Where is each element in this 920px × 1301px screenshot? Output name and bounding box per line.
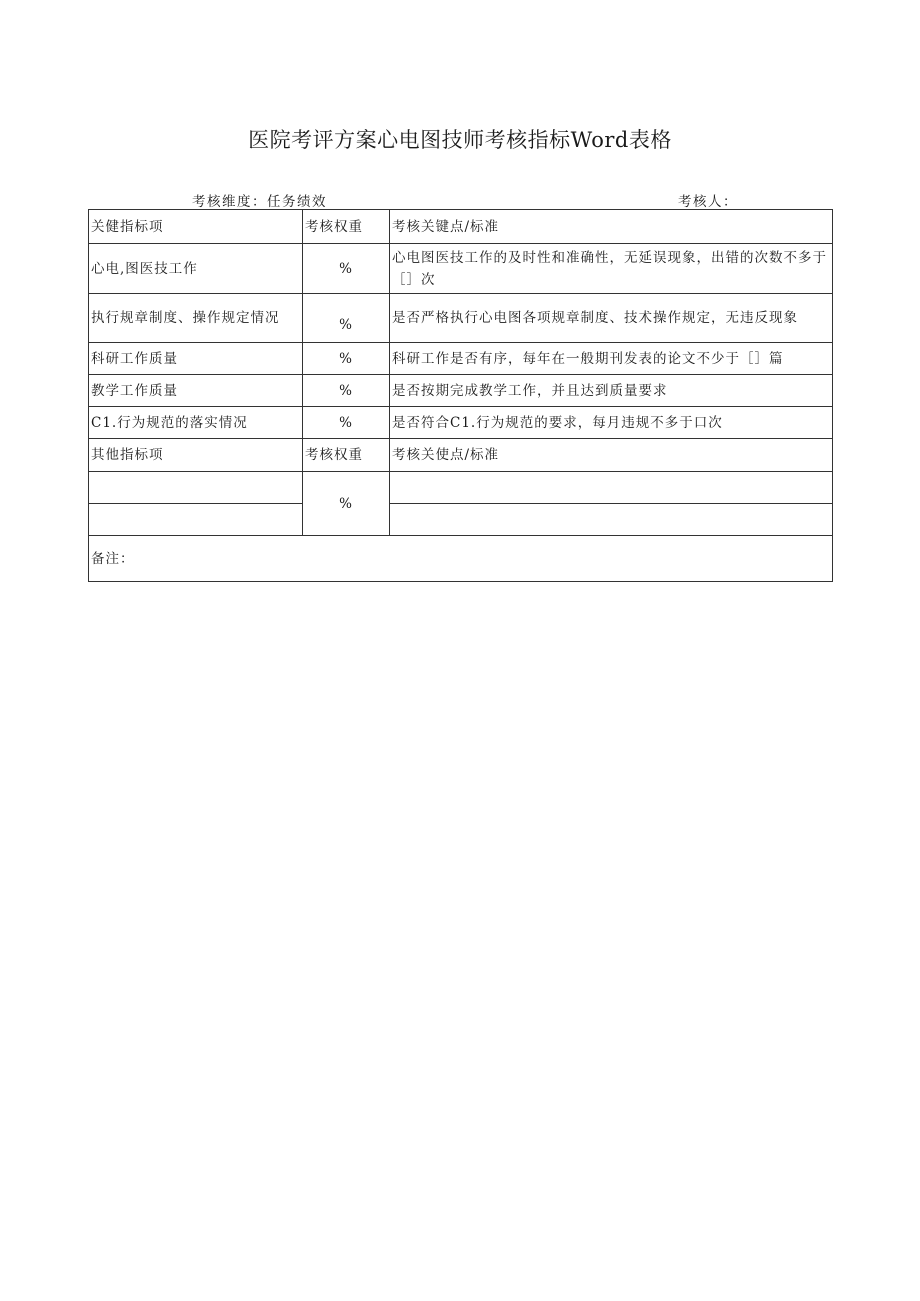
row-standard: 是否严格执行心电图各项规章制度、技术操作规定，无违反现象 xyxy=(390,294,833,343)
header-standard: 考核关键点/标准 xyxy=(390,210,833,244)
header-other-standard: 考核关使点/标准 xyxy=(390,439,833,472)
row-weight: % xyxy=(303,375,390,407)
row-weight: % xyxy=(303,407,390,439)
table-row xyxy=(89,375,833,407)
table-header-row xyxy=(89,210,833,244)
row-item: 执行规章制度、操作规定情况 xyxy=(89,294,303,343)
other-weight: % xyxy=(303,472,390,536)
remarks-label: 备注： xyxy=(89,536,833,582)
header-weight: 考核权重 xyxy=(303,210,390,244)
row-item: 教学工作质量 xyxy=(89,375,303,407)
other-row-empty xyxy=(89,504,833,536)
other-header-row xyxy=(89,439,833,472)
table-row xyxy=(89,294,833,343)
header-other-weight: 考核权重 xyxy=(303,439,390,472)
row-standard: 科研工作是否有序，每年在一般期刊发表的论文不少于［］篇 xyxy=(390,343,833,375)
other-item-cell xyxy=(89,472,303,504)
row-item: C1.行为规范的落实情况 xyxy=(89,407,303,439)
assessment-table xyxy=(88,209,833,582)
other-standard-cell xyxy=(390,504,833,536)
assessment-dimension: 考核维度：任务绩效 xyxy=(192,194,327,210)
remarks-row xyxy=(89,536,833,582)
document-title: 医院考评方案心电图技师考核指标Word表格 xyxy=(248,128,672,152)
row-item: 科研工作质量 xyxy=(89,343,303,375)
row-weight: % xyxy=(303,244,390,294)
row-weight: % xyxy=(303,294,390,343)
table-row xyxy=(89,343,833,375)
row-weight: % xyxy=(303,343,390,375)
header-other-indicator: 其他指标项 xyxy=(89,439,303,472)
row-standard: 是否符合C1.行为规范的要求，每月违规不多于口次 xyxy=(390,407,833,439)
other-standard-cell xyxy=(390,472,833,504)
assessor-label: 考核人： xyxy=(678,194,738,210)
other-item-cell xyxy=(89,504,303,536)
table-row xyxy=(89,244,833,294)
other-row-empty xyxy=(89,472,833,504)
table-row xyxy=(89,407,833,439)
header-key-indicator: 关健指标项 xyxy=(89,210,303,244)
row-standard: 心电图医技工作的及时性和准确性，无延误现象，出错的次数不多于［］次 xyxy=(390,244,833,294)
row-item: 心电,图医技工作 xyxy=(89,244,303,294)
row-standard: 是否按期完成教学工作，并且达到质量要求 xyxy=(390,375,833,407)
